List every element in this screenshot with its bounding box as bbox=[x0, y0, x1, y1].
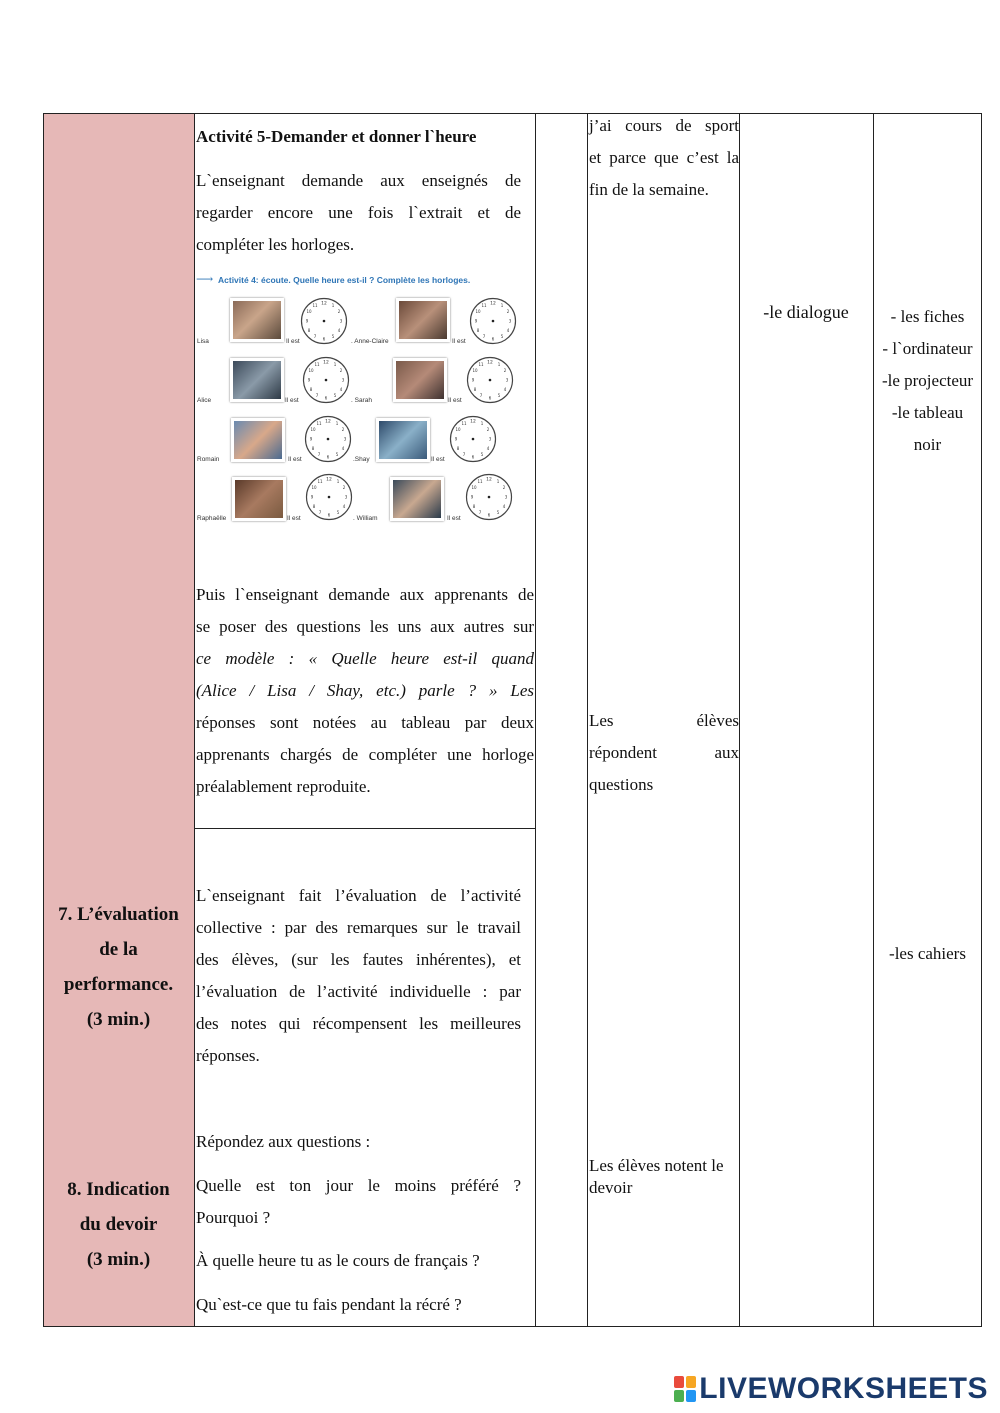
activity5-title: Activité 5-Demander et donner l`heure bbox=[196, 127, 477, 146]
student-name: . Anne-Claire bbox=[351, 338, 389, 345]
blank-caption: Il est bbox=[288, 456, 302, 463]
evaluation-line-4: l’évaluation de l’activité individuelle : par bbox=[196, 982, 521, 1001]
stage-8-title-2: du devoir bbox=[79, 1214, 158, 1235]
clock-icon bbox=[465, 473, 513, 521]
student-photo bbox=[230, 358, 284, 402]
clock-icon bbox=[466, 356, 514, 404]
blank-caption: Il est bbox=[448, 397, 462, 404]
followup-line-6: apprenants chargés de compléter une horloge bbox=[196, 745, 534, 764]
evaluation-line-6: réponses. bbox=[196, 1046, 260, 1065]
homework-students-line-1: Les élèves notent le bbox=[589, 1156, 724, 1175]
homework-question-1b: Pourquoi ? bbox=[196, 1208, 271, 1227]
stage-7-title: 7. L’évaluation bbox=[58, 904, 179, 925]
stage-8-title: 8. Indication bbox=[67, 1179, 170, 1200]
evaluation-line-5: des notes qui récompensent les meilleures bbox=[196, 1014, 521, 1033]
followup-line-7: préalablement reproduite. bbox=[196, 777, 371, 796]
clock-icon bbox=[469, 297, 517, 345]
liveworksheets-logo bbox=[674, 1372, 988, 1406]
clock-icon bbox=[304, 415, 352, 463]
evaluation-line-3: des élèves, (sur les fautes inhérentes), et bbox=[196, 950, 521, 969]
clock-icon bbox=[449, 415, 497, 463]
students-line-2: et parce que c’est la bbox=[589, 148, 739, 167]
followup-line-2: se poser des questions les uns aux autres sur bbox=[196, 617, 534, 636]
student-name: Alice bbox=[197, 397, 212, 404]
exercise-title: Activité 4: écoute. Quelle heure est-il ? Complète les horloges. bbox=[218, 275, 471, 285]
student-name: Raphaëlle bbox=[197, 515, 227, 522]
student-name: . Sarah bbox=[351, 397, 372, 404]
blank-caption: Il est bbox=[431, 456, 445, 463]
stage-column bbox=[44, 114, 195, 1326]
student-photo bbox=[376, 418, 430, 462]
blank-caption: Il est bbox=[287, 515, 301, 522]
student-photo bbox=[396, 298, 450, 342]
student-photo bbox=[390, 477, 444, 521]
stage-7-duration: (3 min.) bbox=[86, 1009, 151, 1030]
column-divider bbox=[535, 114, 536, 1326]
resource-computer: - l`ordinateur bbox=[882, 339, 973, 358]
students-answer-line-3: questions bbox=[589, 775, 654, 794]
students-line-1: j’ai cours de sport bbox=[589, 116, 739, 135]
resource-projector: -le projecteur bbox=[881, 371, 974, 390]
homework-question-1: Quelle est ton jour le moins préféré ? bbox=[196, 1176, 521, 1195]
support-dialogue: -le dialogue bbox=[763, 302, 849, 322]
liveworksheets-logo-icon bbox=[674, 1376, 696, 1402]
liveworksheets-logo-text: LIVEWORKSHEETS bbox=[699, 1372, 988, 1405]
followup-line-4: (Alice / Lisa / Shay, etc.) parle ? » Les bbox=[196, 681, 534, 700]
student-photo bbox=[393, 358, 447, 402]
homework-students-line-2: devoir bbox=[589, 1178, 633, 1197]
stage-7-title-3: performance. bbox=[63, 974, 174, 995]
evaluation-line-1: L`enseignant fait l’évaluation de l’activité bbox=[196, 886, 521, 905]
clock-icon bbox=[302, 356, 350, 404]
student-photo bbox=[231, 418, 285, 462]
blank-caption: Il est bbox=[452, 338, 466, 345]
activity5-intro-line-3: compléter les horloges. bbox=[196, 235, 355, 254]
resource-notebooks: -les cahiers bbox=[889, 944, 966, 963]
column-divider bbox=[587, 114, 588, 1326]
row-divider bbox=[195, 828, 535, 829]
student-name: Romain bbox=[197, 456, 220, 463]
blank-caption: Il est bbox=[447, 515, 461, 522]
clock-icon bbox=[300, 297, 348, 345]
evaluation-line-2: collective : par des remarques sur le travail bbox=[196, 918, 521, 937]
homework-question-3: Qu`est-ce que tu fais pendant la récré ? bbox=[196, 1295, 462, 1314]
stage-7-title-2: de la bbox=[99, 939, 138, 960]
students-line-3: fin de la semaine. bbox=[589, 180, 709, 199]
followup-line-3: ce modèle : « Quelle heure est-il quand bbox=[196, 649, 534, 668]
student-name: Lisa bbox=[197, 338, 209, 345]
student-name: . William bbox=[353, 515, 378, 522]
activity5-intro-line-2: regarder encore une fois l`extrait et de bbox=[196, 203, 521, 222]
homework-intro: Répondez aux questions : bbox=[196, 1132, 371, 1151]
resource-blackboard: -le tableau bbox=[891, 403, 964, 422]
student-photo bbox=[230, 298, 284, 342]
students-answer-line-1: Les élèves bbox=[589, 711, 739, 730]
arrow-right-icon: ⟶ bbox=[196, 272, 214, 286]
column-divider bbox=[873, 114, 874, 1326]
stage-8-duration: (3 min.) bbox=[86, 1249, 151, 1270]
blank-caption: Il est bbox=[286, 338, 300, 345]
homework-question-2: À quelle heure tu as le cours de français ? bbox=[196, 1251, 480, 1270]
resource-sheets: - les fiches bbox=[890, 307, 965, 326]
activity5-intro-line-1: L`enseignant demande aux enseignés de bbox=[196, 171, 521, 190]
resource-blackboard-2: noir bbox=[913, 435, 942, 454]
clock-icon bbox=[305, 473, 353, 521]
blank-caption: Il est bbox=[285, 397, 299, 404]
students-answer-line-2: répondent aux bbox=[589, 743, 739, 762]
followup-line-5: réponses sont notées au tableau par deux bbox=[196, 713, 534, 732]
student-name: .Shay bbox=[353, 456, 370, 463]
followup-line-1: Puis l`enseignant demande aux apprenants de bbox=[196, 585, 534, 604]
student-photo bbox=[232, 477, 286, 521]
